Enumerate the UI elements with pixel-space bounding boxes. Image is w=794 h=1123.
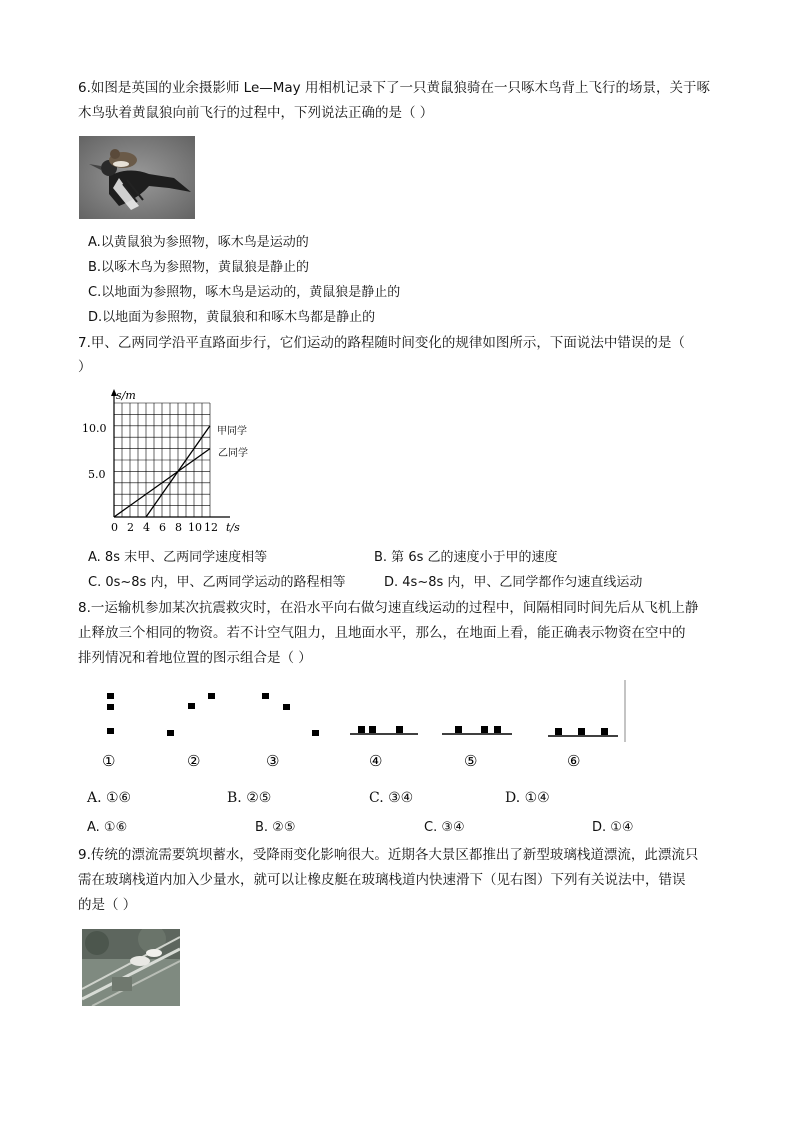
figure-3 <box>262 693 319 736</box>
figure-4 <box>350 726 418 734</box>
q6-option-b: B.以啄木鸟为参照物，黄鼠狼是静止的 <box>88 260 310 275</box>
graph-axes <box>111 389 230 517</box>
q7-stem-line2: ） <box>78 359 92 375</box>
x-tick-label: 0 <box>111 521 118 534</box>
glass-slide-rafting-photo <box>82 929 180 1006</box>
figure-label-1: ① <box>102 752 116 770</box>
legend-jia: 甲同学 <box>217 426 247 437</box>
graph-grid <box>114 403 210 517</box>
q6-option-a: A.以黄鼠狼为参照物，啄木鸟是运动的 <box>88 235 309 250</box>
x-tick-label: 4 <box>143 521 150 534</box>
distance-time-graph <box>80 385 270 535</box>
figure-5 <box>442 726 512 734</box>
weasel-woodpecker-photo <box>79 136 195 219</box>
q6-stem-line2: 木鸟驮着黄鼠狼向前飞行的过程中，下列说法正确的是（ ） <box>78 105 434 121</box>
figure-label-3: ③ <box>266 752 280 770</box>
x-tick-label: 12 <box>204 521 218 534</box>
x-tick-label: 8 <box>175 521 182 534</box>
q8-option-b: B. ②⑤ <box>255 820 296 835</box>
figure-label-4: ④ <box>369 752 383 770</box>
q8-option-d: D. ①④ <box>592 820 634 835</box>
q8-stem-line2: 止释放三个相同的物资。若不计空气阻力，且地面水平，那么，在地面上看，能正确表示物资在空中的 <box>78 625 686 641</box>
q8-option-c: C. ③④ <box>424 820 465 835</box>
q7-option-b: B. 第 6s 乙的速度小于甲的速度 <box>374 550 558 565</box>
q9-stem-line1: 9.传统的漂流需要筑坝蓄水，受降雨变化影响很大。近期各大景区都推出了新型玻璃栈道漂流，此漂流只 <box>78 847 699 863</box>
y-tick-5: 5.0 <box>88 468 106 481</box>
q8-option-b-figure: B. ②⑤ <box>227 790 272 806</box>
q9-stem-line2: 需在玻璃栈道内加入少量水，就可以让橡皮艇在玻璃栈道内快速滑下（见右图）下列有关说法中，错误 <box>78 872 686 888</box>
q8-option-c-figure: C. ③④ <box>369 790 414 806</box>
q7-option-a: A. 8s 末甲、乙两同学速度相等 <box>88 550 268 565</box>
figure-label-5: ⑤ <box>464 752 478 770</box>
q6-option-c: C.以地面为参照物，啄木鸟是运动的，黄鼠狼是静止的 <box>88 285 401 300</box>
figure-6 <box>548 728 618 736</box>
x-tick-label: 6 <box>159 521 166 534</box>
q6-stem-line1: 6.如图是英国的业余摄影师 Le—May 用相机记录下了一只黄鼠狼骑在一只啄木鸟背上飞行的场景，关于啄 <box>78 80 710 96</box>
figure-2 <box>167 693 215 736</box>
q8-stem-line1: 8.一运输机参加某次抗震救灾时，在沿水平向右做匀速直线运动的过程中，间隔相同时间先后从飞机上静 <box>78 600 699 616</box>
legend-yi: 乙同学 <box>218 448 248 459</box>
y-axis-label: s/m <box>116 389 136 402</box>
q7-stem-line1: 7.甲、乙两同学沿平直路面步行，它们运动的路程随时间变化的规律如图所示，下面说法中错误的是（ <box>78 335 685 351</box>
x-tick-label: 10 <box>188 521 202 534</box>
figure-label-2: ② <box>187 752 201 770</box>
q7-option-c: C. 0s~8s 内，甲、乙两同学运动的路程相等 <box>88 575 346 590</box>
q8-option-a-figure: A. ①⑥ <box>87 790 132 806</box>
q6-option-d: D.以地面为参照物，黄鼠狼和和啄木鸟都是静止的 <box>88 310 376 325</box>
y-tick-10: 10.0 <box>82 422 107 435</box>
figure-label-6: ⑥ <box>567 752 581 770</box>
supply-drop-figure <box>90 680 630 780</box>
figure-1 <box>107 693 114 734</box>
q9-stem-line3: 的是（ ） <box>78 897 137 913</box>
q8-option-a: A. ①⑥ <box>87 820 128 835</box>
q8-option-d-figure: D. ①④ <box>505 790 550 806</box>
x-tick-label: 2 <box>127 521 134 534</box>
q7-option-d: D. 4s~8s 内，甲、乙同学都作匀速直线运动 <box>384 575 643 590</box>
x-axis-label: t/s <box>226 521 240 534</box>
q8-stem-line3: 排列情况和着地位置的图示组合是（ ） <box>78 650 312 666</box>
